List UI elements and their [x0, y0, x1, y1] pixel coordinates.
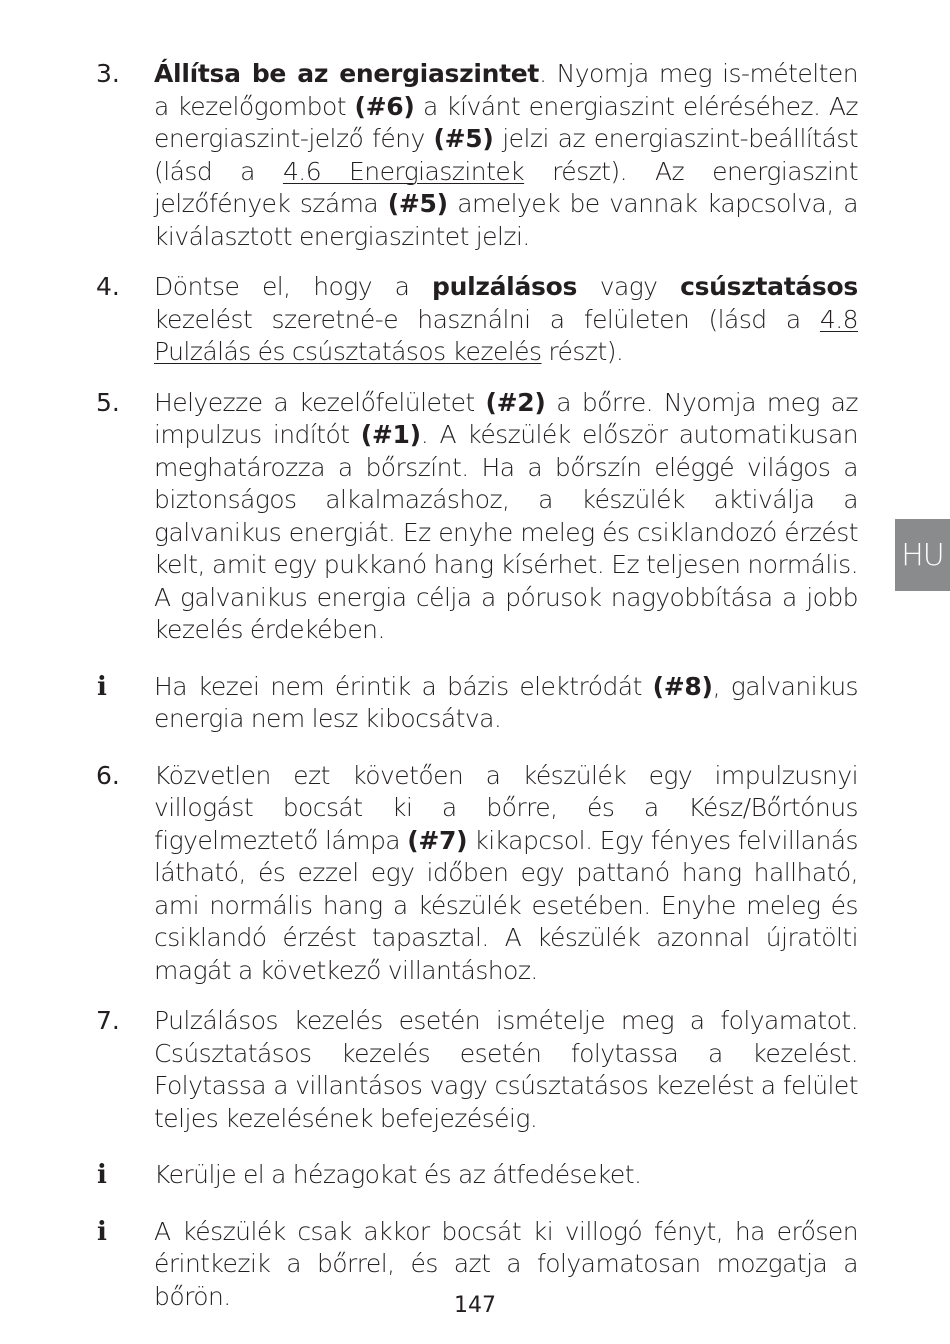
bold-phrase: csúsztatásos: [680, 272, 858, 301]
note-text: [154, 671, 858, 736]
text-run: részt). Az energiaszint jelzőfények száma: [154, 156, 858, 218]
info-note-2: [0, 1159, 950, 1192]
text-run: a kívánt energiaszint eléréséhez. Az energiaszint-jelző fény: [154, 91, 858, 153]
text-run: jelzi az energiaszint-beállítást (lásd a: [154, 124, 858, 186]
step-number: 4.: [96, 272, 120, 301]
part-reference: (#1): [360, 420, 421, 449]
step-text: [154, 58, 858, 253]
step-7: [0, 1005, 950, 1135]
text-run: Helyezze a kezelőfelületet: [154, 387, 486, 417]
part-reference: (#7): [407, 825, 468, 855]
section-link[interactable]: 4.8 Pulzálás és csúsztatásos kezelés: [154, 304, 858, 366]
step-text: Pulzálásos kezelés esetén ismételje meg a folyamatot. Csúsztatásos kezelés esetén folytassa a kezelést. Folytassa a villantásos vagy csúsztatásos kezelést a felület teljes kezelésének befejezéséig.: [154, 1006, 858, 1133]
part-reference: (#6): [354, 91, 415, 121]
info-icon: i: [97, 1216, 107, 1247]
step-3: [0, 58, 950, 253]
part-reference: (#2): [485, 387, 546, 417]
section-link[interactable]: 4.6 Energiaszintek: [282, 156, 525, 186]
step-text: [154, 271, 858, 369]
info-icon: i: [97, 671, 107, 702]
language-tab: HU: [895, 519, 950, 591]
step-number: 3.: [96, 59, 120, 88]
text-run: kikapcsol. Egy fényes felvillanás látható, és ezzel egy időben egy pattanó hang hallható, ami normális hang a készülék esetében. Enyhe meleg és csiklandó érzést tapasztal. A készülék azonnal újratölti magát a következő villantáshoz.: [154, 825, 858, 985]
text-run: amelyek be vannak kapcsolva, a kiválasztott energiaszintet jelzi.: [154, 189, 858, 251]
text-run: a bőrre. Nyomja meg az impulzus indítót: [154, 387, 859, 449]
text-run: Döntse el, hogy a: [154, 272, 432, 301]
bold-phrase: Állítsa be az energiaszintet: [154, 59, 540, 88]
step-number: 6.: [96, 760, 120, 790]
bold-phrase: pulzálásos: [432, 272, 578, 301]
step-4: [0, 271, 950, 369]
text-run: vagy: [577, 272, 681, 301]
step-5: [0, 387, 950, 647]
info-icon: i: [97, 1160, 107, 1190]
part-reference: (#5): [387, 189, 448, 218]
text-run: kezelést szeretné-e használni a felületen (lásd a: [154, 304, 820, 334]
instruction-list: [0, 58, 950, 1313]
note-text: Kerülje el a hézagokat és az átfedéseket.: [154, 1160, 642, 1189]
text-run: . Nyomja meg is-mételten a kezelőgombot: [154, 59, 858, 121]
part-reference: (#5): [433, 124, 494, 153]
page-number: 147: [454, 1293, 496, 1318]
text-run: Közvetlen ezt követően a készülék egy impulzusnyi villogást bocsát ki a bőrre, és a Kész/Bőrtónus figyelmeztető lámpa: [154, 760, 858, 855]
step-6: [0, 760, 950, 988]
step-number: 7.: [96, 1006, 120, 1035]
step-number: 5.: [96, 387, 120, 417]
step-text: [154, 760, 858, 988]
text-run: Ha kezei nem érintik a bázis elektródát: [154, 671, 653, 701]
note-text: A készülék csak akkor bocsát ki villogó fényt, ha erősen érintkezik a bőrrel, és azt a folyamatosan mozgatja a bőrön.: [154, 1216, 858, 1311]
info-note-1: [0, 671, 950, 736]
text-run: , galvanikus energia nem lesz kibocsátva.: [154, 671, 859, 733]
text-run: részt).: [541, 337, 624, 366]
part-reference: (#8): [652, 671, 713, 701]
step-text: [154, 387, 858, 647]
text-run: . A készülék először automatikusan meghatározza a bőrszínt. Ha a bőrszín eléggé világos a biztonságos alkalmazáshoz, a készülék aktiválja a galvanikus energiát. Ez enyhe meleg és csiklandozó érzést kelt, amit egy pukkanó hang kísérhet. Ez teljesen normális. A galvanikus energia célja a pórusok nagyobbítása a jobb kezelés érdekében.: [154, 420, 859, 644]
